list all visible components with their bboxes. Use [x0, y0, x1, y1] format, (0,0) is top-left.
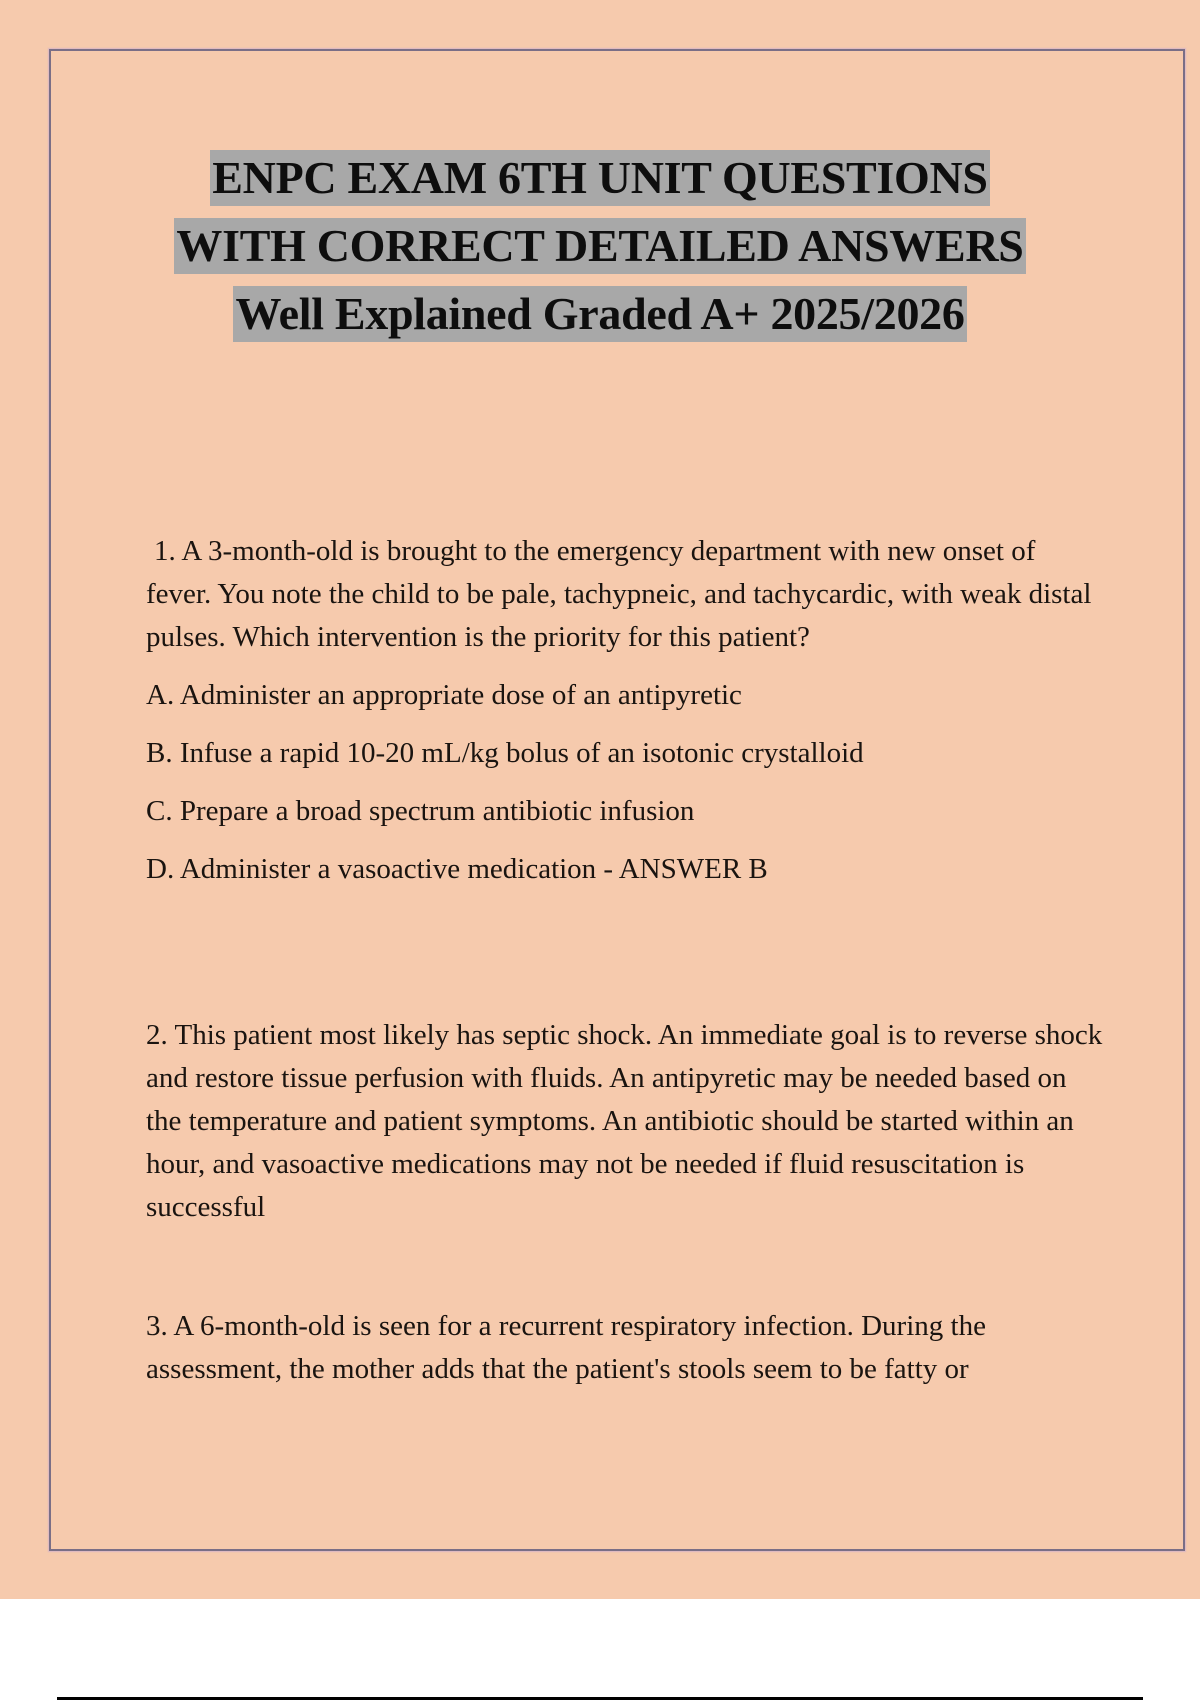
- document-title: [0, 146, 1200, 350]
- question-1: [146, 530, 1106, 906]
- question-3-text: 3. A 6-month-old is seen for a recurrent respiratory infection. During the assessment, the mother adds that the patient's stools seem to be fatty or: [146, 1310, 986, 1385]
- title-line-1: ENPC EXAM 6TH UNIT QUESTIONS: [210, 150, 989, 206]
- question-2-text: 2. This patient most likely has septic shock. An immediate goal is to reverse shock and restore tissue perfusion with fluids. An antipyretic may be needed based on the temperature and patient symptoms. An antibiotic should be started within an hour, and vasoactive medications may not be needed if fluid resuscitation is successful: [146, 1019, 1103, 1223]
- option-d-with-answer: D. Administer a vasoactive medication - ANSWER B: [146, 853, 768, 885]
- question-1-options: [146, 674, 1106, 891]
- option-c: C. Prepare a broad spectrum antibiotic infusion: [146, 795, 695, 827]
- question-2: [146, 1014, 1106, 1229]
- question-1-stem: 1. A 3-month-old is brought to the emergency department with new onset of fever. You note the child to be pale, tachypneic, and tachycardic, with weak distal pulses. Which intervention is the priority for this patient?: [146, 535, 1092, 653]
- option-a: A. Administer an appropriate dose of an antipyretic: [146, 679, 742, 711]
- question-3: [146, 1305, 1106, 1391]
- title-line-3: Well Explained Graded A+ 2025/2026: [233, 286, 966, 342]
- title-line-2: WITH CORRECT DETAILED ANSWERS: [174, 218, 1025, 274]
- option-b: B. Infuse a rapid 10-20 mL/kg bolus of an isotonic crystalloid: [146, 737, 864, 769]
